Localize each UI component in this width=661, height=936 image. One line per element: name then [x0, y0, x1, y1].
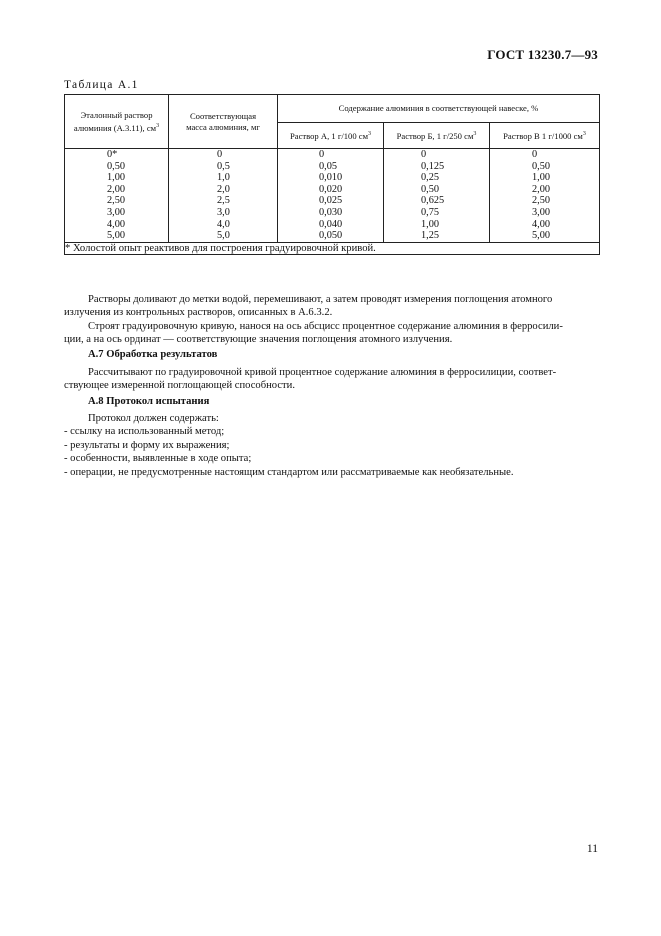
page-number: 11	[586, 843, 598, 855]
paragraph-calibration: Строят градуировочную кривую, нанося на ось абсцисс процентное содержание алюминия в ферросили- ции, а на ось ординат — соответствующие значения поглощения атомного излучения.	[64, 321, 563, 346]
protocol-intro: Протокол должен содержать:	[88, 413, 219, 424]
protocol-list	[64, 412, 514, 479]
header-solution-b: Раствор Б, 1 г/250 $см^3$	[384, 123, 490, 149]
column-solution-v: 0 0,50 1,00 2,00 2,50 3,00 4,00 5,00	[490, 149, 600, 243]
header-mass: Соответствующая масса алюминия, мг	[169, 95, 278, 149]
list-item: - результаты и форму их выражения;	[64, 439, 230, 451]
header-aluminium-content: Содержание алюминия в соответствующей навеске, %	[278, 95, 600, 123]
header-solution-a: Раствор А, 1 г/100 $см^3$	[278, 123, 384, 149]
table-data-row	[65, 149, 600, 243]
column-solution-a: 0 0,05 0,010 0,020 0,025 0,030 0,040 0,050	[278, 149, 384, 243]
paragraph-solutions: Растворы доливают до метки водой, перемешивают, а затем проводят измерения поглощения атомного излучения из контрольных растворов, описанных в А.6.3.2.	[64, 294, 553, 319]
column-mass: 0 0,5 1,0 2,0 2,5 3,0 4,0 5,0	[169, 149, 278, 243]
list-item: - особенности, выявленные в ходе опыта;	[64, 453, 252, 465]
paragraph-processing: Рассчитывают по градуировочной кривой процентное содержание алюминия в ферросилиции, соответ- ствующее измеренной поглощающей способности.	[64, 367, 557, 392]
list-item: - ссылку на использованный метод;	[64, 426, 225, 438]
header-standard-solution: Эталонный раствор алюминия (А.3.11), $см^3$	[65, 95, 169, 149]
data-table	[64, 94, 600, 255]
column-standard-solution: 0* 0,50 1,00 2,00 2,50 3,00 4,00 5,00	[65, 149, 169, 243]
table-caption: Таблица А.1	[64, 79, 139, 91]
document-code: ГОСТ 13230.7—93	[487, 47, 598, 62]
table-footnote: * Холостой опыт реактивов для построения градуировочной кривой.	[65, 242, 600, 254]
list-item: - операции, не предусмотренные настоящим стандартом или рассматриваемые как необязательные.	[64, 466, 514, 478]
column-solution-b: 0 0,125 0,25 0,50 0,625 0,75 1,00 1,25	[384, 149, 490, 243]
header-solution-v: Раствор В 1 г/1000 $см^3$	[490, 123, 600, 149]
section-heading-a8: А.8 Протокол испытания	[88, 396, 210, 407]
section-heading-a7: А.7 Обработка результатов	[88, 349, 218, 360]
